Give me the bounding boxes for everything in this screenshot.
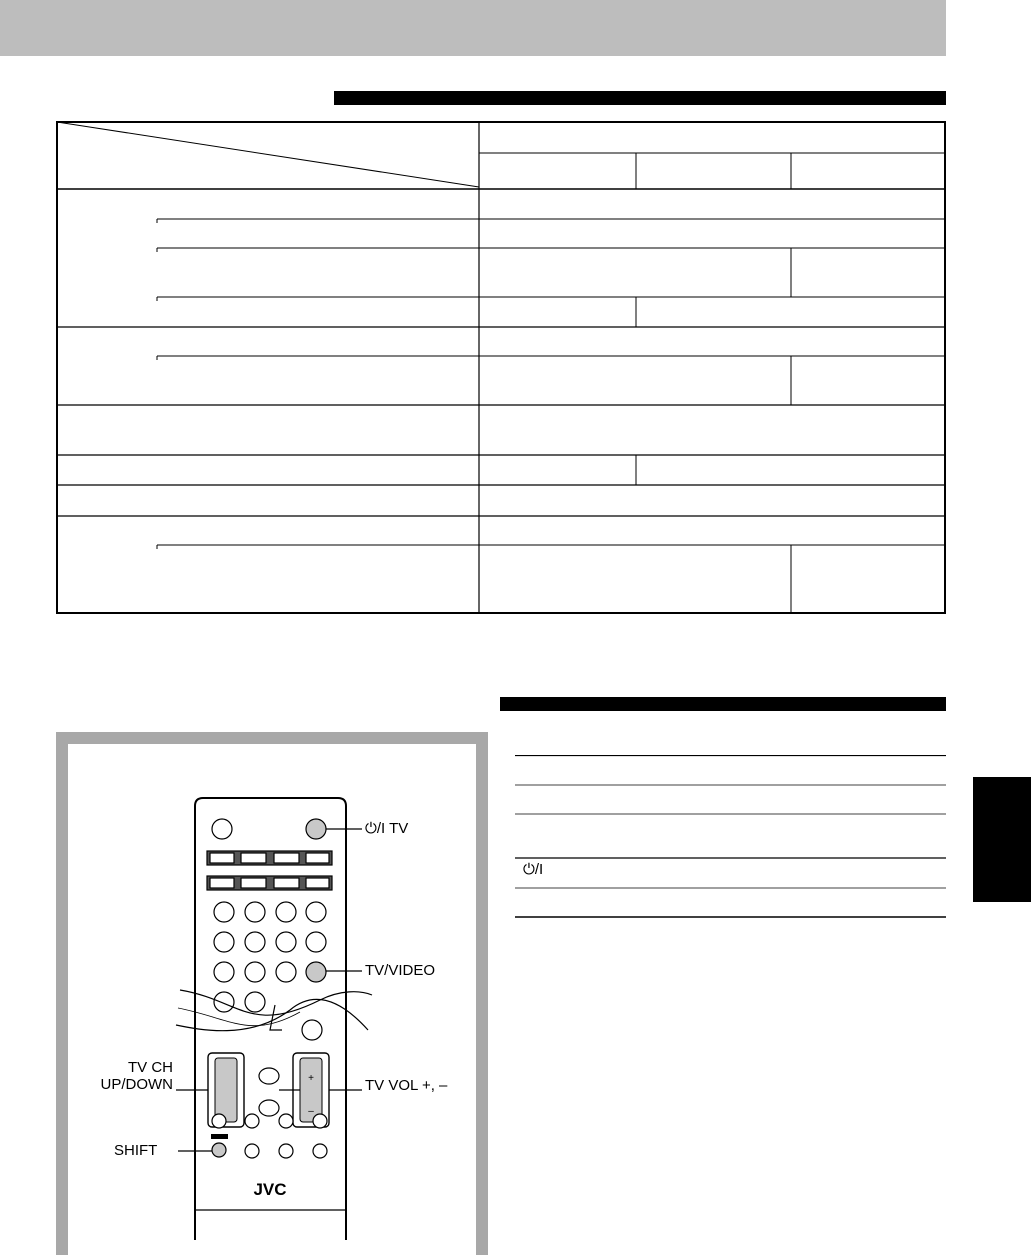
callout-tv-ch-line2: UP/DOWN [100,1076,173,1093]
power-tv-button [306,819,326,839]
tv-video-button [306,962,326,982]
callout-tv-video: TV/VIDEO [365,962,436,979]
callout-tv-vol: TV VOL +, – [365,1077,448,1094]
power-symbol-label: ⏻/I [523,861,544,878]
vol-minus-mark: – [308,1106,314,1117]
callout-tv-ch [98,1059,173,1093]
callout-power-tv: ⏻/I TV [365,820,409,837]
callout-shift: SHIFT [114,1142,158,1159]
brand-logo: JVC [253,1180,287,1199]
remote-button [212,819,232,839]
shift-button [212,1143,226,1157]
vol-plus-mark: + [308,1073,314,1084]
callout-tv-ch-line1: TV CH [128,1059,173,1076]
